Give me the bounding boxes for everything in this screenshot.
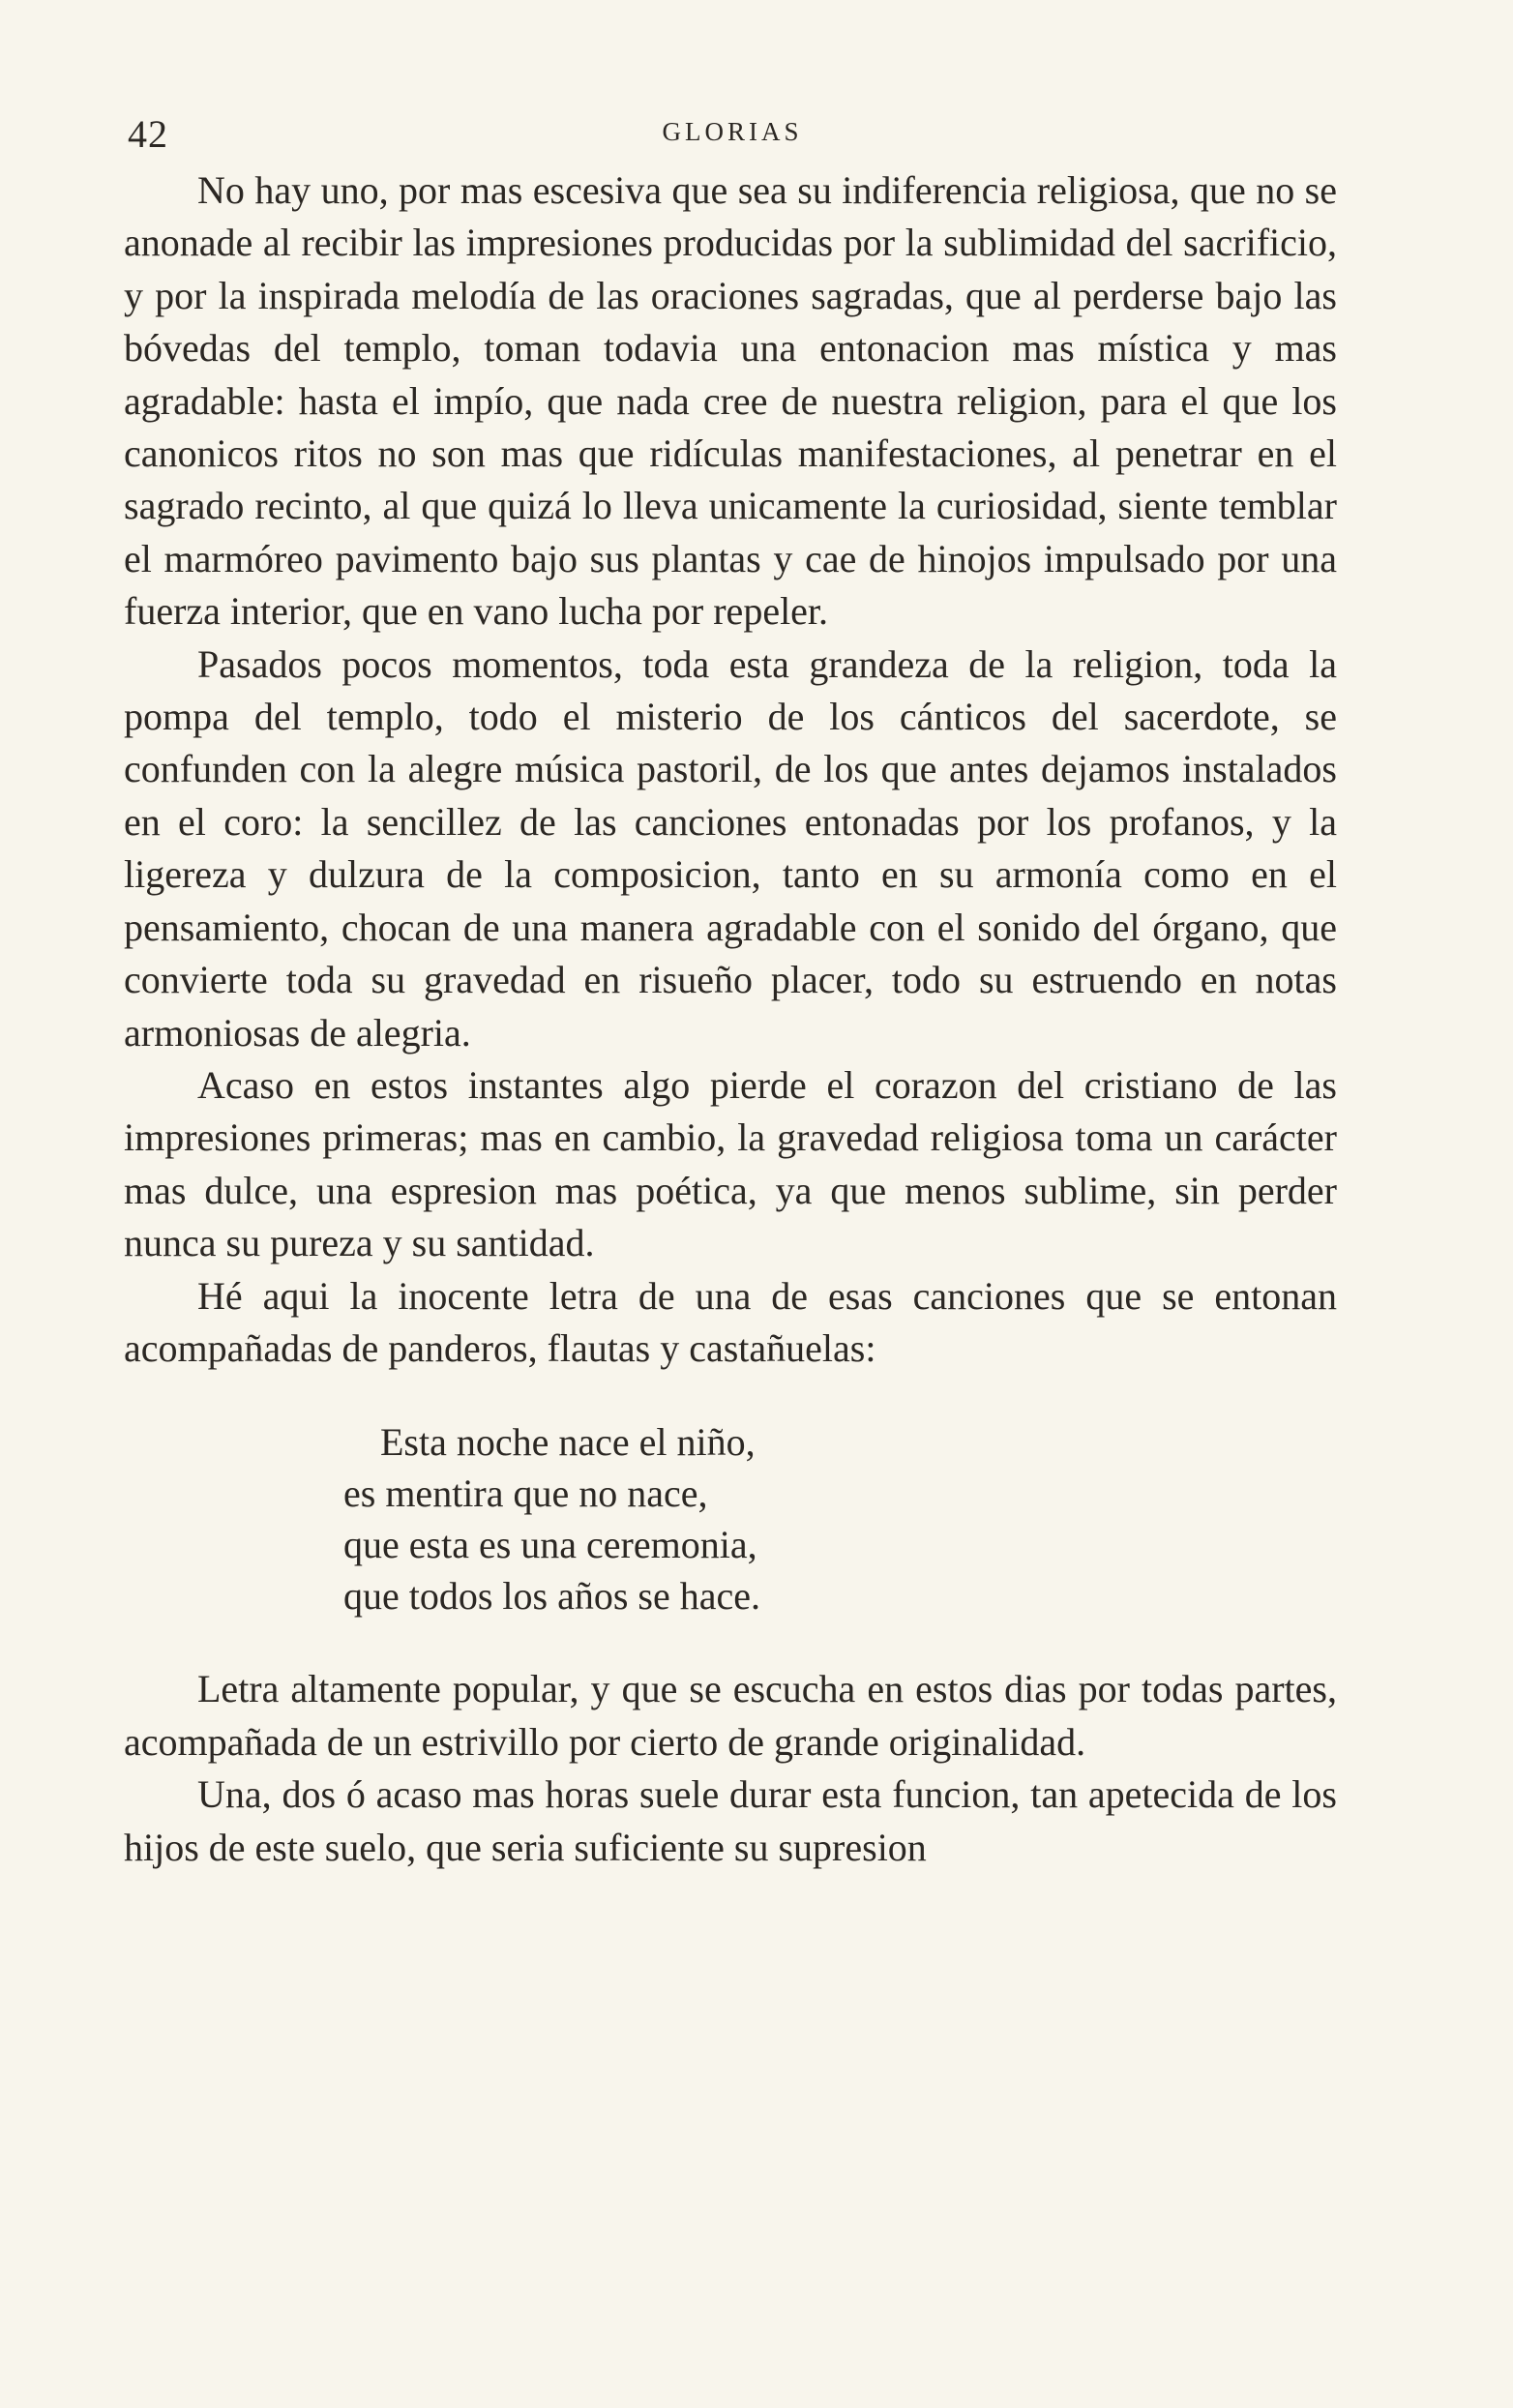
verse-line: es mentira que no nace,	[343, 1472, 708, 1516]
paragraph-3: Acaso en estos instantes algo pierde el corazon del cristiano de las impresiones primeras; mas en cambio, la gravedad religiosa toma un carácter mas dulce, una espresion mas poética, ya que menos sublime, sin perder nunca su pureza y su santidad.	[124, 1062, 1337, 1265]
verse-line: que todos los años se hace.	[343, 1574, 761, 1619]
running-title: GLORIAS	[662, 117, 803, 146]
verse-stanza	[343, 1416, 1337, 1621]
paragraph-5: Letra altamente popular, y que se escucha en estos dias por todas partes, acompañada de un estrivillo por cierto de grande originalidad.	[124, 1667, 1337, 1764]
running-head	[124, 102, 1341, 160]
paragraph-1: No hay uno, por mas escesiva que sea su indiferencia religiosa, que no se anonade al recibir las impresiones producidas por la sublimidad del sacrificio, y por la inspirada melodía de las oraciones sagradas, que al perderse bajo las bóvedas del templo, toman todavia una entonacion mas mística y mas agradable: hasta el impío, que nada cree de nuestra religion, para el que los canonicos ritos no son mas que ridículas manifestaciones, al penetrar en el sagrado recinto, al que quizá lo lleva unicamente la curiosidad, siente temblar el marmóreo pavimento bajo sus plantas y cae de hinojos impulsado por una fuerza interior, que en vano lucha por repeler.	[124, 168, 1337, 634]
paragraph-2: Pasados pocos momentos, toda esta grandeza de la religion, toda la pompa del templo, todo el misterio de los cánticos del sacerdote, se confunden con la alegre música pastoril, de los que antes dejamos instalados en el coro: la sencillez de las canciones entonadas por los profanos, y la ligereza y dulzura de la composicion, tanto en su armonía como en el pensamiento, chocan de una manera agradable con el sonido del órgano, que convierte toda su gravedad en risueño placer, todo su estruendo en notas armoniosas de alegria.	[124, 641, 1337, 1055]
verse-line: Esta noche nace el niño,	[380, 1420, 756, 1465]
page-number: 42	[128, 112, 168, 156]
body-text	[124, 164, 1337, 1874]
paragraph-6: Una, dos ó acaso mas horas suele durar esta funcion, tan apetecida de los hijos de este suelo, que seria suficiente su supresion	[124, 1772, 1337, 1869]
paragraph-4: Hé aqui la inocente letra de una de esas canciones que se entonan acompañadas de panderos, flautas y castañuelas:	[124, 1273, 1337, 1370]
verse-line: que esta es una ceremonia,	[343, 1523, 757, 1567]
